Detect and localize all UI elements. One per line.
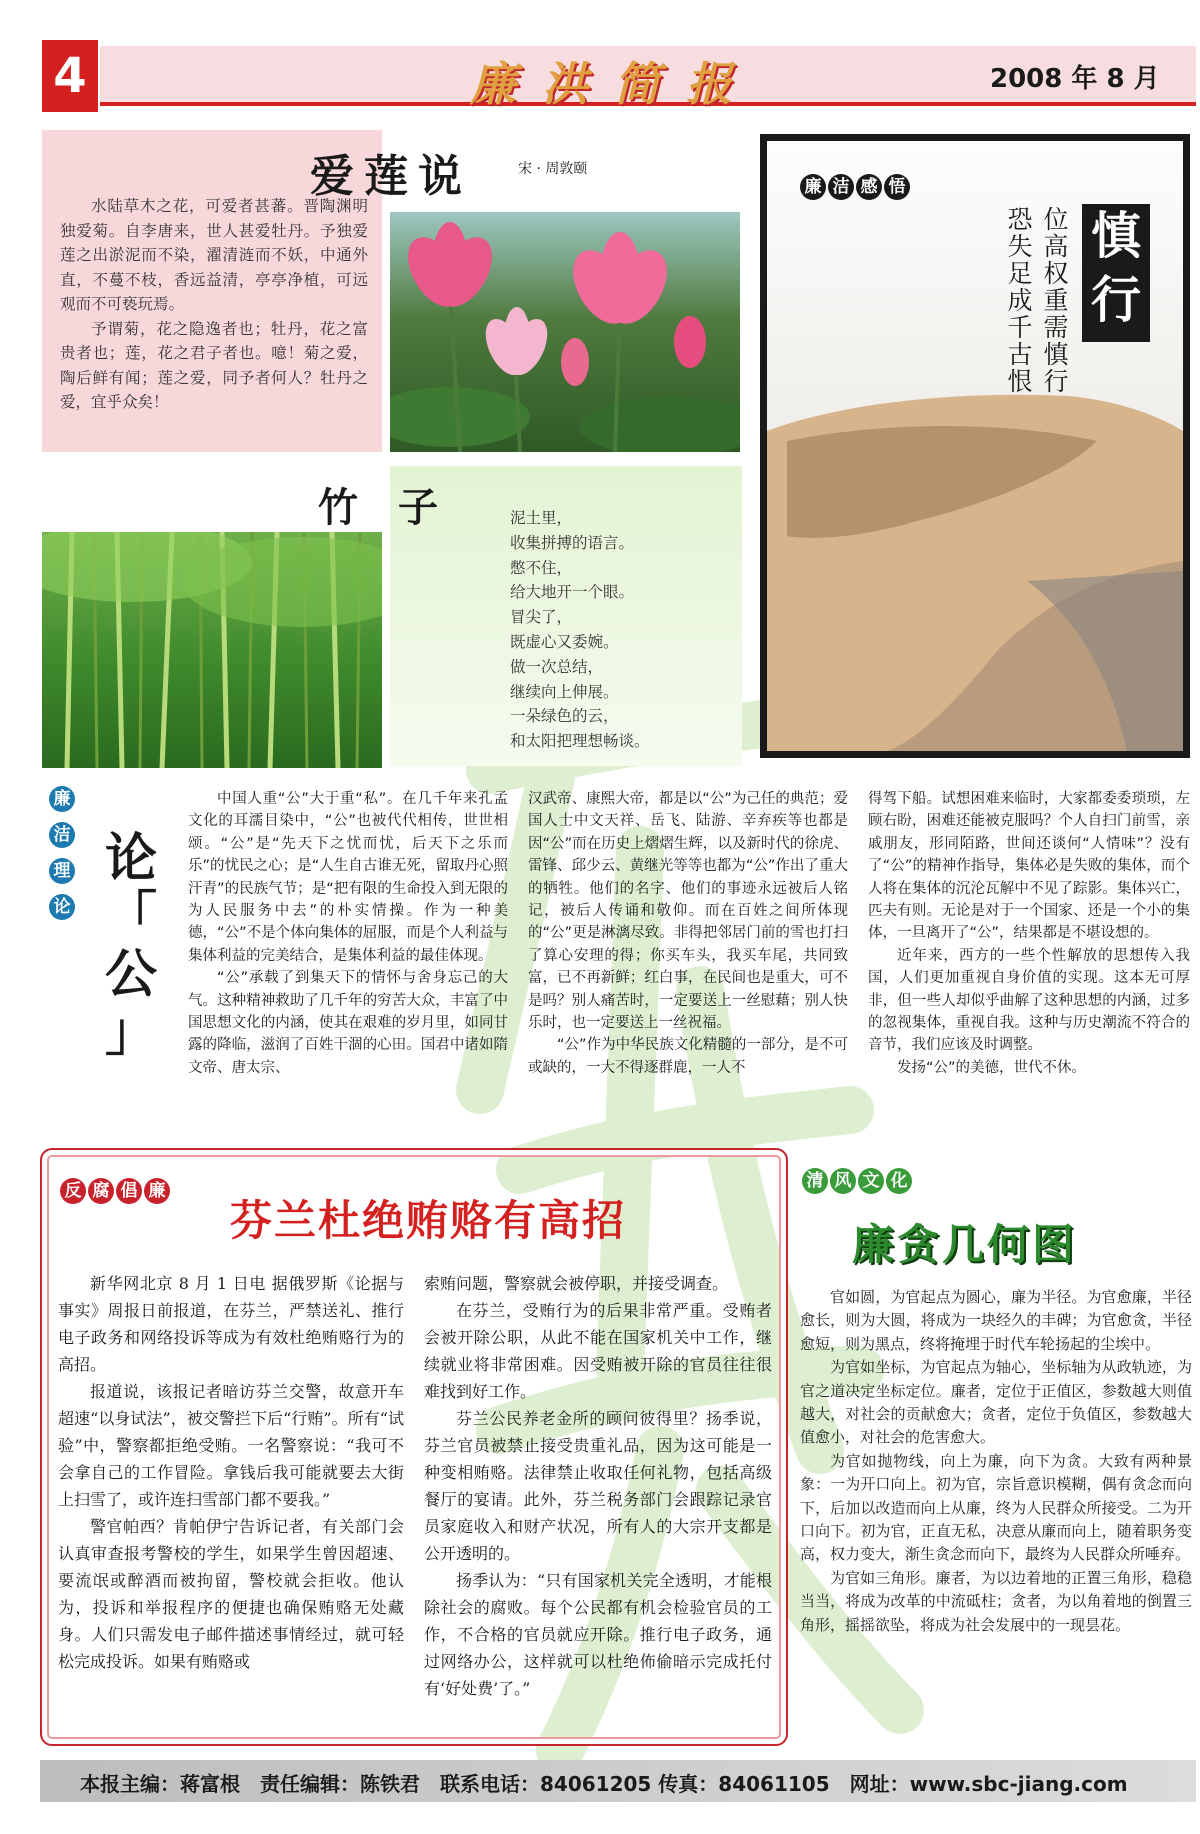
lotus-photo [390, 212, 740, 452]
theory-paragraph: “公”作为中华民族文化精髓的一部分，是不可或缺的，一大不得逐群鹿，一人不 [528, 1037, 848, 1076]
finland-title: 芬兰杜绝贿赂有高招 [230, 1196, 627, 1245]
lotus-paragraph: 水陆草木之花，可爱者甚蕃。晋陶渊明独爱菊。自李唐来，世人甚爱牡丹。予独爱莲之出淤泥而不染，濯清涟而不妖，中通外直，不蔓不枝，香远益清，亭亭净植，可远观而不可亵玩焉。 [60, 197, 368, 313]
theory-paragraph: 近年来，西方的一些个性解放的思想传入我国，人们更加重视自身价值的实现。这本无可厚非，但一些人却似乎曲解了这种思想的内涵，过多的忽视集体，重视自我。这种与历史潮流不符合的音节，我们应该及时调整。 [868, 947, 1190, 1054]
geometry-title: 廉贪几何图 [852, 1220, 1078, 1269]
theory-col-1 [188, 788, 508, 1079]
theory-col-2 [528, 788, 848, 1079]
geometry-paragraph: 为官如坐标，为官起点为轴心，坐标轴为从政轨迹，为官之道决定坐标定位。廉者，定位于正值区，参数越大则值越大，对社会的贡献愈大；贪者，定位于负值区，参数越大值愈小，对社会的危害愈大。 [800, 1358, 1192, 1447]
finland-badge [60, 1178, 172, 1204]
geometry-paragraph: 为官如抛物线，向上为廉，向下为贪。大致有两种景象：一为开口向上。初为官，宗旨意识模糊，偶有贪念而向下，后加以改造而向上从廉，终为人民群众所接受。二为开口向下。初为官，正直无私，决意从廉而向上，随着职务变高，权力变大，渐生贪念而向下，最终为人民群众所唾弃。 [800, 1451, 1192, 1564]
theory-paragraph: “公”承载了到集天下的情怀与舍身忘己的大气。这种精神救助了几千年的穷苦大众，丰富了中国思想文化的内涵，使其在艰难的岁月里，如同甘露的降临，滋润了百姓干涸的心田。国君中诸如隋文帝、唐太宗、 [188, 970, 508, 1076]
poem-line: 和太阳把理想畅谈。 [510, 732, 650, 751]
badge-char: 腐 [88, 1178, 114, 1204]
theory-title [96, 830, 166, 1062]
geometry-paragraph: 为官如三角形。廉者，为以边着地的正置三角形，稳稳当当，将成为改革的中流砥柱；贪者，为以角着地的倒置三角形，摇摇欲坠，将成为社会发展中的一现昙花。 [800, 1568, 1192, 1634]
badge-char: 风 [830, 1168, 856, 1194]
finland-paragraph: 扬季认为：“只有国家机关完全透明，才能根除社会的腐败。每个公民都有机会检验官员的工作，不合格的官员就应开除。推行电子政务，通过网络办公，这样就可以杜绝佈偷暗示完成托付有‘好处费’了。” [424, 1571, 772, 1698]
issue-date: 2008 年 8 月 [990, 64, 1160, 94]
theory-badge [48, 786, 78, 920]
lotus-article-author: 宋 · 周敦颐 [518, 161, 588, 177]
poem-line: 冒尖了， [510, 608, 573, 627]
bamboo-poem-title: 竹 子 [318, 484, 438, 531]
poem-line: 给大地开一个眼。 [510, 583, 635, 602]
poem-line: 一朵绿色的云， [510, 707, 619, 726]
theory-paragraph: 汉武帝、康熙大帝，都是以“公”为己任的典范；爱国人士中文天祥、岳飞、陆游、辛弃疾等也都是因“公”而在历史上熠熠生辉，以及新时代的徐虎、雷锋、邱少云、黄继光等等也都为“公”作出了重大的牺牲。他们的名字、他们的事迹永远被后人铭记，被后人传诵和敬仰。而在百姓之间所体现的“公”更是淋漓尽致。非得把邻居门前的雪也打扫了算心安理的得；你买车头，我买车尾，共同致富，已不再新鲜；红白事，在民间也是重大，可不是吗？别人痛苦时，一定要送上一丝慰藉；别人快乐时，也一定要送上一丝祝福。 [528, 791, 848, 1032]
insight-badge [800, 174, 912, 200]
finland-col-1 [58, 1270, 404, 1675]
badge-char: 感 [856, 174, 882, 200]
finland-paragraph: 警官帕西？肯帕伊宁告诉记者，有关部门会认真审查报考警校的学生，如果学生曾因超速、要流氓或醉酒而被拘留，警校就会拒收。他认为，投诉和举报程序的便捷也确保贿赂无处藏身。人们只需发电子邮件描述事情经过，就可轻松完成投诉。如果有贿赂或 [58, 1517, 404, 1671]
title-char: 「 [104, 886, 157, 947]
theory-paragraph: 发扬“公”的美德，世代不休。 [897, 1059, 1087, 1076]
title-char: 慎 [1091, 206, 1141, 265]
poem-line: 收集拼搏的语言。 [510, 533, 635, 552]
badge-char: 理 [49, 858, 75, 884]
poem-line: 憋不住， [510, 558, 573, 577]
finland-paragraph: 索贿问题，警察就会被停职，并接受调查。 [424, 1274, 729, 1293]
finland-paragraph: 在芬兰，受贿行为的后果非常严重。受贿者会被开除公职，从此不能在国家机关中工作，继续就业将非常困难。因受贿被开除的官员往往很难找到好工作。 [424, 1301, 772, 1401]
badge-char: 化 [886, 1168, 912, 1194]
poem-line: 泥土里， [510, 509, 573, 527]
theory-col-3 [868, 788, 1190, 1079]
title-char: 行 [1091, 270, 1141, 329]
badge-char: 廉 [144, 1178, 170, 1204]
theory-paragraph: 中国人重“公”大于重“私”。在几千年来孔孟文化的耳濡目染中，“公”也被代代相传，世世相颂。“公”是“先天下之忧而忧，后天下之乐而乐”的忧民之心；是“人生自古谁无死，留取丹心照汗青”的民族气节；是“把有限的生命投入到无限的为人民服务中去”的朴实情操。作为一种美德，“公”不是个体向集体的屈服，而是个人利益与集体利益的完美结合，是集体利益的最佳体现。 [188, 791, 508, 964]
geometry-paragraph: 官如圆，为官起点为圆心，廉为半径。为官愈廉，半径愈长，则为大圆，将成为一块经久的丰碑；为官愈贪，半径愈短，则为黑点，终将掩埋于时代车轮扬起的尘埃中。 [800, 1288, 1192, 1353]
insight-line-1: 位高权重需慎行 [1040, 206, 1069, 395]
badge-char: 廉 [49, 786, 75, 812]
bamboo-poem-text [510, 506, 650, 754]
page-number: 4 [42, 40, 98, 112]
poem-line: 做一次总结， [510, 657, 604, 676]
badge-char: 洁 [828, 174, 854, 200]
theory-paragraph: 得驾下船。试想困难来临时，大家都委委琐琐，左顾右盼，困难还能被克服吗？个人自扫门前雪，亲戚朋友，形同陌路，世间还谈何“人情味”？没有了“公”的精神作指导，集体必是失败的集体，而个人将在集体的沉沦瓦解中不见了踪影。集体兴亡，匹夫有则。无论是对于一个国家、还是一个小的集体，一旦离开了“公”，结果都是不堪设想的。 [868, 791, 1190, 942]
badge-char: 反 [60, 1178, 86, 1204]
lotus-paragraph: 予谓菊，花之隐逸者也；牡丹，花之富贵者也；莲，花之君子者也。噫！菊之爱，陶后鲜有闻；莲之爱，同予者何人？牡丹之爱，宜乎众矣！ [60, 319, 368, 411]
badge-char: 清 [802, 1168, 828, 1194]
badge-char: 廉 [800, 174, 826, 200]
title-char: 论 [104, 828, 157, 889]
insight-title [1082, 204, 1150, 342]
insight-line-2: 恐失足成千古恨 [1004, 206, 1033, 395]
finland-paragraph: 新华网北京 8 月 1 日电 据俄罗斯《论据与事实》周报日前报道，在芬兰，严禁送礼、推行电子政务和网络投诉等成为有效杜绝贿赂行为的高招。 [58, 1274, 404, 1374]
badge-char: 倡 [116, 1178, 142, 1204]
title-char: 公 [104, 944, 157, 1005]
badge-char: 论 [49, 894, 75, 920]
badge-char: 悟 [884, 174, 910, 200]
poem-line: 继续向上伸展。 [510, 682, 619, 701]
footer-info: 本报主编：蒋富根 责任编辑：陈铁君 联系电话：84061205 传真：84061105 网址：www.sbc-jiang.com [80, 1772, 1128, 1796]
title-char: 」 [104, 1002, 157, 1063]
lotus-article-text [60, 194, 368, 415]
geometry-text [800, 1286, 1192, 1637]
bamboo-photo [42, 532, 382, 768]
finland-col-2 [424, 1270, 772, 1702]
masthead-title: 廉洪简报 [470, 57, 758, 111]
geometry-badge [802, 1168, 914, 1194]
badge-char: 文 [858, 1168, 884, 1194]
finland-paragraph: 芬兰公民养老金所的顾问彼得里？扬季说，芬兰官员被禁止接受贵重礼品，因为这可能是一种变相贿赂。法律禁止收取任何礼物，包括高级餐厅的宴请。此外，芬兰税务部门会跟踪记录官员家庭收入和财产状况，所有人的大宗开支都是公开透明的。 [424, 1409, 772, 1563]
badge-char: 洁 [49, 822, 75, 848]
finland-paragraph: 报道说，该报记者暗访芬兰交警，故意开车超速“以身试法”，被交警拦下后“行贿”。所有“试验”中，警察都拒绝受贿。一名警察说：“我可不会拿自己的工作冒险。拿钱后我可能就要去大街上扫雪了，或许连扫雪部门都不要我。” [58, 1382, 404, 1509]
poem-line: 既虚心又委婉。 [510, 632, 619, 651]
lotus-article-title: 爱莲说 [310, 151, 472, 202]
